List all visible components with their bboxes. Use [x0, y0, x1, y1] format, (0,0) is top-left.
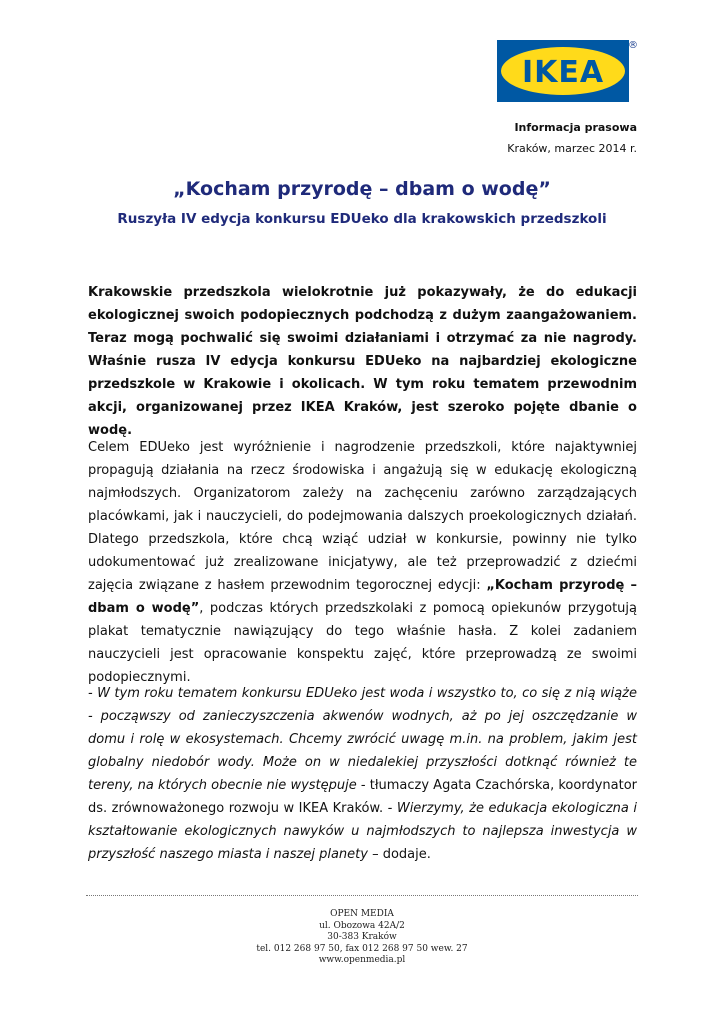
quote-part-1: - W tym roku tematem konkursu EDUeko jest woda i wszystko to, co się z nią wiąże - począwszy od zanieczyszczenia akwenów wodnych, aż po jej oszczędzanie w domu i rolę w ekosystemach. Chcemy zwrócić uwagę m.in. na problem, jakim jest globalny niedobór wody. Może on w niedalekiej przyszłości dotknąć również te tereny, na których obecnie nie występuje [88, 686, 637, 793]
footer-divider [86, 895, 638, 896]
lead-paragraph: Krakowskie przedszkola wielokrotnie już pokazywały, że do edukacji ekologicznej swoich podopiecznych podchodzą z dużym zaangażowaniem. Teraz mogą pochwalić się swoimi działaniami i otrzymać za nie nagrody. Właśnie rusza IV edycja konkursu EDUeko na najbardziej ekologiczne przedszkole w Krakowie i okolicach. W tym roku tematem przewodnim akcji, organizowanej przez IKEA Kraków, jest szeroko pojęte dbanie o wodę. [88, 285, 637, 438]
document-title: „Kocham przyrodę – dbam o wodę” [173, 178, 551, 200]
registered-mark: ® [628, 40, 638, 51]
quote-attribution: - tłumaczy Agata Czachórska, koordynator ds. zrównoważonego rozwoju w IKEA Kraków. [88, 778, 637, 816]
footer-company: OPEN MEDIA [330, 909, 394, 919]
quote-ending: – dodaje. [367, 847, 431, 862]
slogan-highlight: „Kocham przyrodę – dbam o wodę” [88, 578, 637, 616]
footer-phone: tel. 012 268 97 50, fax 012 268 97 50 wew. 27 [256, 943, 468, 954]
place-date: Kraków, marzec 2014 r. [507, 142, 637, 155]
press-header [507, 117, 637, 159]
ikea-logo [497, 40, 629, 102]
press-release-label: Informacja prasowa [514, 121, 637, 134]
body-text-start: Celem EDUeko jest wyróżnienie i nagrodzenie przedszkoli, które najaktywniej propagują działania na rzecz środowiska i angażują się w edukację ekologiczną najmłodszych. Organizatorom zależy na zachęceniu zarówno zarządzających placówkami, jak i nauczycieli, do podejmowania dalszych proekologicznych działań. Dlatego przedszkola, które chcą wziąć udział w konkursie, powinny nie tylko udokumentować już zrealizowane inicjatywy, ale też przeprowadzić z dziećmi zajęcia związane z hasłem przewodnim tegorocznej edycji: [88, 440, 637, 593]
footer-street: ul. Obozowa 42A/2 [319, 920, 405, 931]
quote-part-2: - Wierzymy, że edukacja ekologiczna i kształtowanie ekologicznych nawyków u najmłodszych to najlepsza inwestycja w przyszłość naszego miasta i naszej planety [88, 801, 638, 862]
footer-web: www.openmedia.pl [318, 955, 406, 965]
footer-city: 30-383 Kraków [327, 932, 397, 942]
document-subtitle: Ruszyła IV edycja konkursu EDUeko dla krakowskich przedszkoli [117, 211, 607, 227]
footer [0, 909, 724, 967]
body-text-end: , podczas których przedszkolaki z pomocą opiekunów przygotują plakat tematycznie nawiązujący do tego właśnie hasła. Z kolei zadaniem nauczycieli jest opracowanie konspektu zajęć, które przeprowadzą ze swoimi podopiecznymi. [88, 601, 637, 685]
ikea-logo-icon [497, 40, 629, 102]
ikea-logo-text: IKEA [521, 55, 605, 90]
body-paragraph [88, 436, 637, 689]
quote-paragraph [88, 682, 637, 866]
